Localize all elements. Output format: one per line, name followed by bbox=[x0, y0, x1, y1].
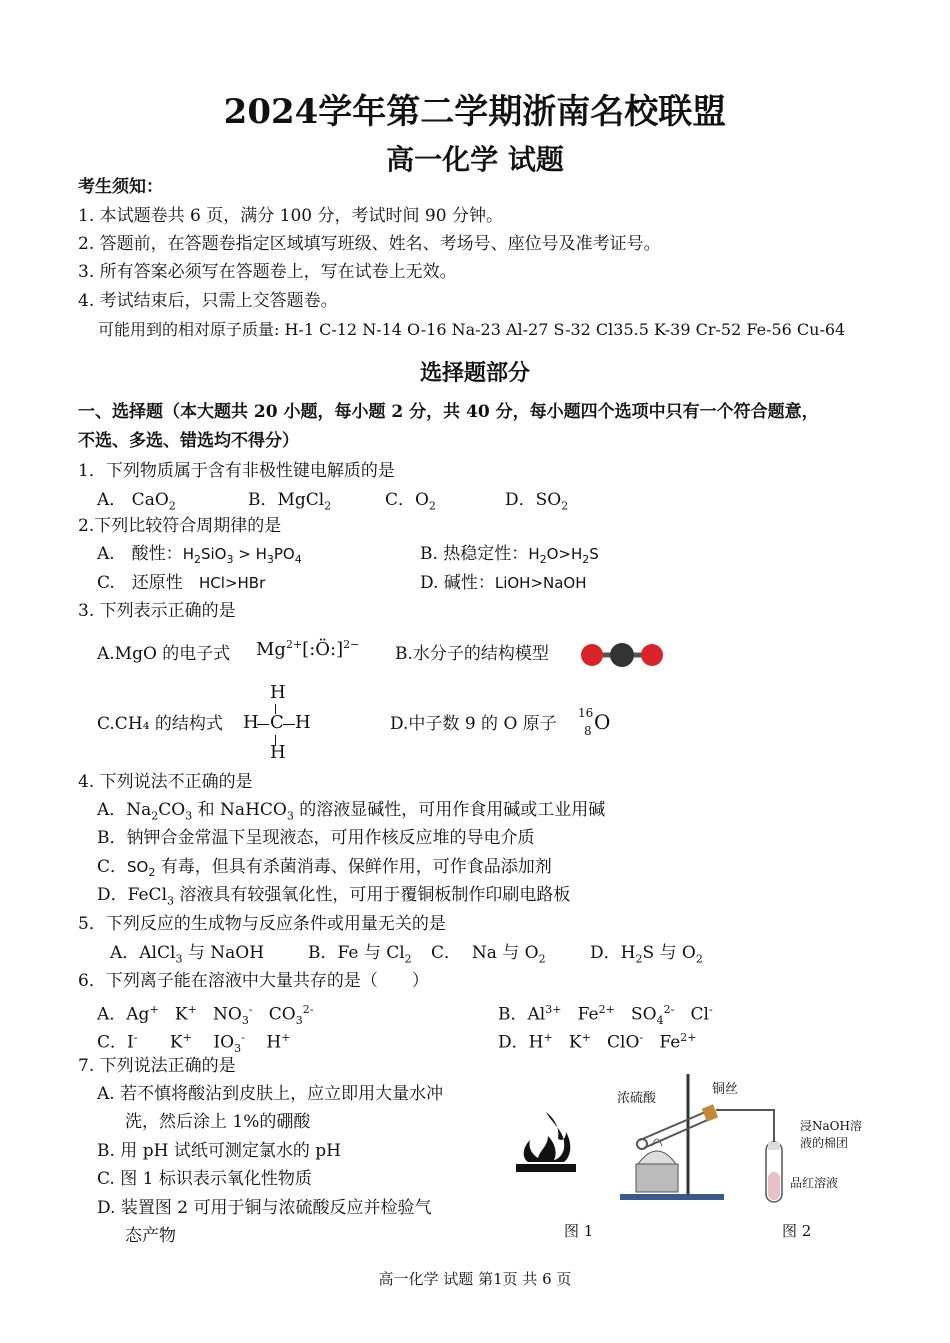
exam-title: 2024学年第二学期浙南名校联盟 bbox=[223, 92, 727, 132]
q6-stem: 6．下列离子能在溶液中大量共存的是（ ） bbox=[78, 971, 429, 991]
page-footer: 高一化学 试题 第1页 共 6 页 bbox=[378, 1270, 572, 1288]
q6-option-c: C．I- K+ $IO_3^-$ H+ bbox=[97, 1031, 291, 1056]
q5-option-d: D．$H_2S$ 与 $O_2$ bbox=[590, 943, 703, 966]
label-conc-sulfuric-acid: 浓硫酸 bbox=[617, 1091, 657, 1106]
q6-option-b: B．$Al^{3+}$ $Fe^{2+}$ $SO_4^{2-}$ Cl- bbox=[498, 1003, 713, 1028]
part1-instructions: 一、选择题（本大题共 20 小题，每小题 2 分，共 40 分，每小题四个选项中只有一个符合题意， bbox=[78, 402, 819, 422]
q4-stem: 4. 下列说法不正确的是 bbox=[78, 772, 253, 792]
q6-option-a: A．Ag+ K+ $NO_3^-$ $CO_3^{2-}$ bbox=[97, 1003, 314, 1028]
q4-option-b: B．钠钾合金常温下呈现液态，可用作核反应堆的导电介质 bbox=[97, 828, 535, 848]
notice-heading: 考生须知： bbox=[78, 177, 163, 197]
q2-option-d: D. 碱性：LiOH>NaOH bbox=[420, 573, 587, 593]
notice-item: 2. 答题前，在答题卷指定区域填写班级、姓名、考场号、座位号及准考证号。 bbox=[78, 234, 661, 254]
atom-dark-center bbox=[610, 643, 634, 667]
fig2-caption: 图 2 bbox=[782, 1222, 812, 1240]
mgo-electron-formula: $Mg^{2+}[:Ö:]^{2-}$ bbox=[256, 638, 360, 660]
q5-option-a: A．AlCl$_3$ 与 NaOH bbox=[110, 943, 265, 966]
q4-option-a: A．$Na_2CO_3$ 和 NaHCO$_3$ 的溶液显碱性，可用作食用碱或工业用碱 bbox=[97, 800, 606, 823]
q7-stem: 7. 下列说法正确的是 bbox=[78, 1056, 236, 1076]
section-title: 选择题部分 bbox=[419, 360, 530, 386]
q5-stem: 5．下列反应的生成物与反应条件或用量无关的是 bbox=[78, 914, 446, 934]
q3-option-d: D.中子数 9 的 O 原子 bbox=[390, 714, 557, 734]
q7-option-b: B. 用 pH 试纸可测定氯水的 pH bbox=[97, 1141, 341, 1161]
q7-option-d-cont: 态产物 bbox=[125, 1226, 176, 1246]
q4-option-d: D．FeCl$_3$ 溶液具有较强氧化性，可用于覆铜板制作印刷电路板 bbox=[97, 885, 571, 908]
q5-option-c: C． Na 与 $O_2$ bbox=[431, 943, 546, 966]
atomic-mass-line: 可能用到的相对原子质量: H-1 C-12 N-14 O-16 Na-23 Al-27 S-32 Cl35.5 K-39 Cr-52 Fe-56 Cu-64 bbox=[98, 320, 846, 339]
q6-option-d: D．H+ K+ ClO- $Fe^{2+}$ bbox=[498, 1031, 697, 1053]
q3-stem: 3. 下列表示正确的是 bbox=[78, 601, 236, 621]
label-magenta-solution: 品红溶液 bbox=[790, 1176, 839, 1190]
q1-stem: 1．下列物质属于含有非极性键电解质的是 bbox=[78, 461, 395, 481]
q7-option-c: C. 图 1 标识表示氧化性物质 bbox=[97, 1169, 312, 1189]
atom-red-left bbox=[581, 644, 603, 666]
q4-option-c: C．$SO_2$ 有毒，但具有杀菌消毒、保鲜作用，可作食品添加剂 bbox=[97, 857, 552, 879]
q5-option-b: B．Fe 与 $Cl_2$ bbox=[308, 943, 412, 966]
q1-option-d: D．$SO_2$ bbox=[505, 490, 569, 513]
part1-instructions-cont: 不选、多选、错选均不得分） bbox=[78, 431, 299, 451]
q3-option-c: C.CH₄ 的结构式 bbox=[97, 714, 223, 734]
flammable-hazard-icon bbox=[510, 1108, 582, 1176]
ch4-structure: H H C H H bbox=[243, 682, 311, 763]
label-naoh-cotton: 浸NaOH溶 bbox=[800, 1119, 862, 1133]
q1-option-a: A． CaO$_2$ bbox=[97, 490, 176, 513]
notice-item: 4. 考试结束后，只需上交答题卷。 bbox=[78, 291, 338, 311]
atom-red-right bbox=[641, 644, 663, 666]
fig1-caption: 图 1 bbox=[564, 1222, 594, 1240]
exam-subtitle: 高一化学 试题 bbox=[386, 143, 564, 176]
q7-option-a: A. 若不慎将酸沾到皮肤上，应立即用大量水冲 bbox=[97, 1084, 444, 1104]
oxygen-isotope: 16 8 O bbox=[578, 706, 611, 738]
notice-item: 3. 所有答案必须写在答题卷上，写在试卷上无效。 bbox=[78, 262, 457, 282]
label-naoh-cotton-cont: 液的棉团 bbox=[800, 1136, 849, 1150]
label-copper-wire: 铜丝 bbox=[712, 1082, 739, 1097]
q1-option-c: C．$O_2$ bbox=[385, 490, 436, 513]
q3-option-a: A.MgO 的电子式 bbox=[97, 644, 231, 664]
q2-stem: 2.下列比较符合周期律的是 bbox=[78, 516, 282, 536]
q3-option-b: B.水分子的结构模型 bbox=[395, 644, 549, 664]
q1-option-b: B．MgCl$_2$ bbox=[248, 490, 332, 513]
q7-option-a-cont: 洗，然后涂上 1%的硼酸 bbox=[125, 1112, 311, 1132]
q2-option-a: A. 酸性：$H_2SiO_3 > H_3PO_4$ bbox=[97, 544, 302, 566]
notice-item: 1. 本试题卷共 6 页，满分 100 分，考试时间 90 分钟。 bbox=[78, 206, 503, 226]
q2-option-b: B. 热稳定性：$H_2O>H_2S$ bbox=[420, 544, 599, 566]
q7-option-d: D. 装置图 2 可用于铜与浓硫酸反应并检验气 bbox=[97, 1198, 432, 1218]
q2-option-c: C. 还原性 HCl>HBr bbox=[97, 573, 266, 593]
water-model-image bbox=[576, 640, 668, 670]
